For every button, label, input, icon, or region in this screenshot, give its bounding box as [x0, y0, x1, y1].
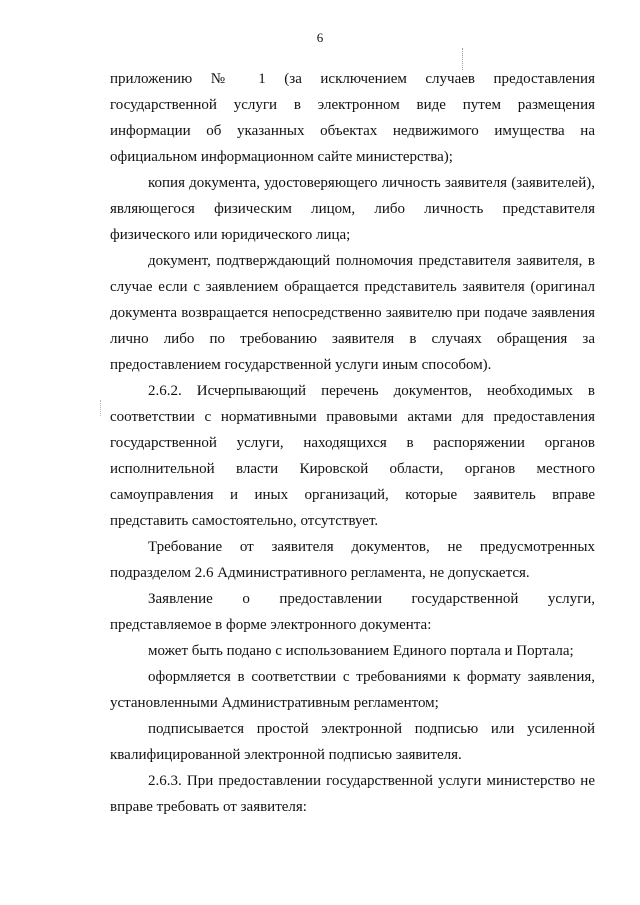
paragraph-electronic-signature: подписывается простой электронной подписью или усиленной квалифицированной электронной подписью заявителя. — [110, 721, 595, 763]
paragraph-electronic-application: Заявление о предоставлении государственной услуги, представляемое в форме электронного документа: — [110, 591, 595, 633]
scan-mark — [100, 400, 102, 416]
document-body — [110, 66, 595, 820]
paragraph-identity-document: копия документа, удостоверяющего личность заявителя (заявителей), являющегося физическим лицом, либо личность представителя физического или юридического лица; — [110, 175, 595, 243]
paragraph-2-6-2: 2.6.2. Исчерпывающий перечень документов, необходимых в соответствии с нормативными правовыми актами для предоставления государственной услуги, находящихся в распоряжении органов исполнительной власти Кировской области, органов местного самоуправления и иных организаций, которые заявитель вправе представить самостоятельно, отсутствует. — [110, 383, 595, 529]
paragraph-attachment-note: приложению № 1 (за исключением случаев предоставления государственной услуги в электронном виде путем размещения информации об указанных объектах недвижимого имущества на официальном информационном сайте министерства); — [110, 71, 595, 165]
paragraph-format-requirements: оформляется в соответствии с требованиями к формату заявления, установленными Административным регламентом; — [110, 669, 595, 711]
paragraph-representative-authority: документ, подтверждающий полномочия представителя заявителя, в случае если с заявлением обращается представитель заявителя (оригинал документа возвращается непосредственно заявителю при подаче заявления лично либо по требованию заявителя в случаях обращения за предоставлением государственной услуги иным способом). — [110, 253, 595, 373]
paragraph-2-6-3: 2.6.3. При предоставлении государственной услуги министерство не вправе требовать от заявителя: — [110, 773, 595, 815]
page-number: 6 — [316, 30, 324, 45]
paragraph-portal-submission: может быть подано с использованием Единого портала и Портала; — [148, 643, 574, 659]
paragraph-requirement-prohibition: Требование от заявителя документов, не предусмотренных подразделом 2.6 Административного регламента, не допускается. — [110, 539, 595, 581]
